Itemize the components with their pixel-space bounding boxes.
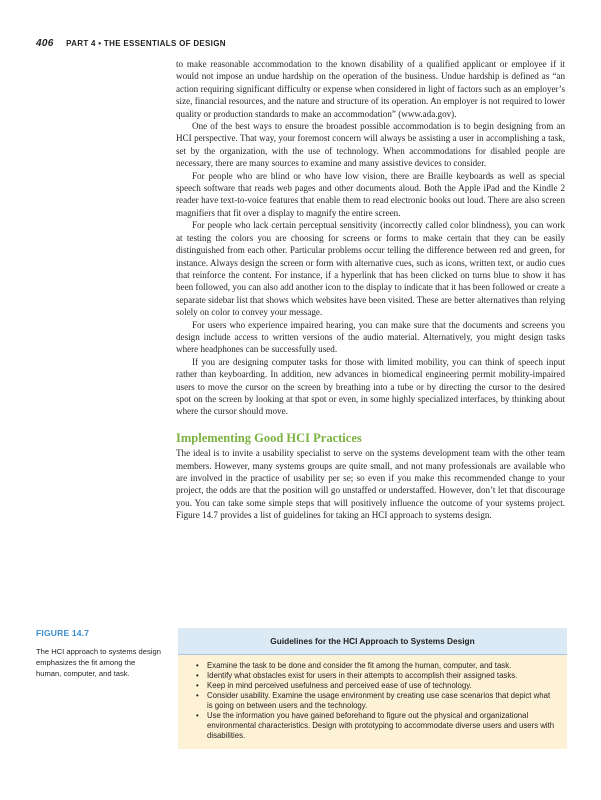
guidelines-title: Guidelines for the HCI Approach to Systems Design [178,628,567,655]
paragraph: One of the best ways to ensure the broadest possible accommodation is to begin designing from an HCI perspective. That way, your foremost concern will always be assisting a user in accomplishing a task, set by the organization, with the use of technology. When accommodations for disabled people are necessary, there are many sources to examine and many assistive devices to consider. [176,121,565,169]
paragraph: to make reasonable accommodation to the known disability of a qualified applicant or employee if it would not impose an undue hardship on the operation of the business. Undue hardship is defined as “an action requiring significant difficulty or expense when considered in light of factors such as an employer’s size, financial resources, and the nature and structure of its operation. An employer is not required to lower quality or production standards to make an accommodation” (www.ada.gov). [176,59,565,119]
running-header [36,38,226,49]
list-item: • Examine the task to be done and consider the fit among the human, computer, and task. [196,661,557,671]
page-number: 406 [36,38,54,49]
figure-label: FIGURE 14.7 [36,628,90,638]
guidelines-list [178,661,567,741]
list-item: • Use the information you have gained beforehand to figure out the physical and organizational environmental characteristics. Design with prototyping to accommodate diverse users and users with disabilities. [196,711,557,741]
section-heading: Implementing Good HCI Practices [176,430,362,445]
body-text [176,58,565,522]
list-item: • Identify what obstacles exist for users in their attempts to accomplish their assigned tasks. [196,671,557,681]
running-title: PART 4 • THE ESSENTIALS OF DESIGN [66,39,226,48]
paragraph: If you are designing computer tasks for those with limited mobility, you can think of speech input rather than keyboarding. In addition, new advances in biomedical engineering permit mobility-impaired users to move the cursor on the screen by breathing into a tube or by directing the cursor to the desired spot on the screen by looking at that spot or even, in some highly specialized interfaces, by thinking about where the cursor should move. [176,356,565,417]
paragraph: For people who lack certain perceptual sensitivity (incorrectly called color blindness), you can work at testing the colors you are choosing for screens or forms to make certain that they can be easily distinguished from each other. Particular problems occur telling the difference between red and green, for instance. Always design the screen or form with alternative cues, such as icons, written text, or audio cues that reinforce the content. For instance, if a hyperlink that has been clicked on turns blue to show it has been followed, you can also add another icon to the display to indicate that it has been followed or create a separate sidebar list that shows which websites have been visited. These are better alternatives than relying solely on color to convey your message. [176,220,565,318]
list-item: • Consider usability. Examine the usage environment by creating use case scenarios that depict what is going on between users and the technology. [196,691,557,711]
guidelines-box [178,628,567,749]
figure-caption [36,628,161,679]
paragraph: For people who are blind or who have low vision, there are Braille keyboards as well as special speech software that reads web pages and other documents aloud. Both the Apple iPad and the Kindle 2 reader have text-to-voice features that enable them to read electronic books out loud. There are also screen magnifiers that fit over a display to magnify the entire screen. [176,170,565,218]
paragraph: For users who experience impaired hearing, you can make sure that the documents and screens you design include access to written versions of the audio material. Alternatively, you might design tasks where headphones can be successfully used. [176,319,565,355]
figure-caption-text: The HCI approach to systems design emphasizes the fit among the human, computer, and task. [36,647,161,678]
list-item: • Keep in mind perceived usefulness and perceived ease of use of technology. [196,681,557,691]
paragraph: The ideal is to invite a usability specialist to serve on the systems development team with the other team members. However, many systems groups are quite small, and not many professionals are available who are involved in the practice of usability per se; so even if you make this recommended change to your project, the odds are that the position will go unstaffed or understaffed. However, don’t let that discourage you. You can take some simple steps that will positively influence the outcome of your systems project. Figure 14.7 provides a list of guidelines for taking an HCI approach to systems design. [176,448,565,521]
